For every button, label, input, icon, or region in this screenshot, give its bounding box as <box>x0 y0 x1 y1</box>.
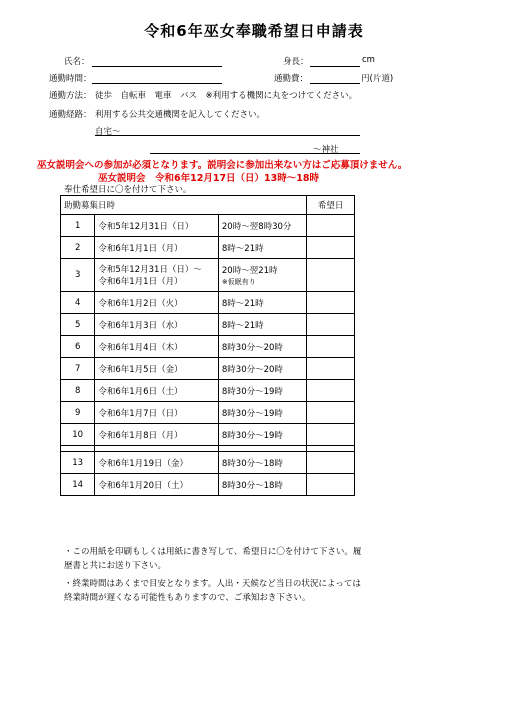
height-unit: cm <box>362 55 375 65</box>
row-no: 3 <box>61 259 95 292</box>
pick-cell[interactable] <box>307 259 355 292</box>
pick-cell[interactable] <box>307 292 355 314</box>
note-print: ・この用紙を印刷もしくは用紙に書き写して、希望日に〇を付けて下さい。履歴書と共にお送り下さい。 <box>64 547 362 571</box>
route-instruction: 利用する公共交通機関を記入してください。 <box>95 110 266 120</box>
header-pick: 希望日 <box>307 196 355 215</box>
method-label: 通勤方法： <box>49 91 92 101</box>
pick-cell[interactable] <box>307 336 355 358</box>
row-time: 8時30分～18時 <box>218 452 306 474</box>
row-no: 10 <box>61 424 95 446</box>
row-date: 令和6年1月6日（土） <box>95 380 219 402</box>
table-row <box>61 314 355 336</box>
pick-cell[interactable] <box>307 237 355 259</box>
pick-cell[interactable] <box>307 314 355 336</box>
row-date: 令和6年1月2日（火） <box>95 292 219 314</box>
row-date: 令和6年1月19日（金） <box>95 452 219 474</box>
table-row <box>61 358 355 380</box>
row-time: 8時30分～19時 <box>218 424 306 446</box>
row-time: 8時30分～20時 <box>218 358 306 380</box>
row-no: 7 <box>61 358 95 380</box>
row-time: 8時30分～19時 <box>218 380 306 402</box>
row-time: 8時30分～19時 <box>218 402 306 424</box>
commute-cost-label: 通勤費： <box>274 74 309 84</box>
table-row <box>61 380 355 402</box>
table-row <box>61 424 355 446</box>
pick-cell[interactable] <box>307 215 355 237</box>
row-date: 令和6年1月20日（土） <box>95 474 219 496</box>
page-title: 令和6年巫女奉職希望日申請表 <box>144 22 364 40</box>
row-date: 令和5年12月31日（日） <box>95 215 219 237</box>
pick-cell[interactable] <box>307 452 355 474</box>
row-time: 8時30分～18時 <box>218 474 306 496</box>
table-row <box>61 215 355 237</box>
pick-cell[interactable] <box>307 402 355 424</box>
table-row <box>61 259 355 292</box>
row-no: 1 <box>61 215 95 237</box>
table-row <box>61 474 355 496</box>
name-field[interactable] <box>92 66 222 67</box>
row-no: 2 <box>61 237 95 259</box>
row-time: 20時～翌21時 <box>221 265 278 276</box>
pick-cell[interactable] <box>307 474 355 496</box>
table-row <box>61 336 355 358</box>
row-time: 8時～21時 <box>218 314 306 336</box>
name-label: 氏名： <box>64 57 90 67</box>
home-label: 自宅～ <box>95 127 121 137</box>
row-time-note: ※仮眠有り <box>221 277 256 286</box>
route-field-2[interactable] <box>150 153 360 154</box>
commute-time-field[interactable] <box>92 83 222 84</box>
commute-cost-field[interactable] <box>310 83 360 84</box>
commute-cost-unit: 円(片道) <box>361 74 394 84</box>
table-row <box>61 237 355 259</box>
pick-cell[interactable] <box>307 380 355 402</box>
table-row <box>61 452 355 474</box>
row-no: 8 <box>61 380 95 402</box>
schedule-table <box>60 195 355 496</box>
pick-cell[interactable] <box>307 424 355 446</box>
notice-session: 巫女説明会 令和6年12月17日（日）13時～18時 <box>98 173 319 184</box>
row-date-range <box>95 259 219 292</box>
height-label: 身長： <box>283 57 309 67</box>
table-row <box>61 292 355 314</box>
row-date: 令和6年1月7日（日） <box>95 402 219 424</box>
row-date: 令和5年12月31日（日）～ <box>98 265 202 275</box>
row-time: 8時～21時 <box>218 237 306 259</box>
row-date: 令和6年1月4日（木） <box>95 336 219 358</box>
row-time-cell <box>218 259 306 292</box>
row-no: 4 <box>61 292 95 314</box>
row-date: 令和6年1月8日（月） <box>95 424 219 446</box>
header-dates: 助勤募集日時 <box>61 196 307 215</box>
notice-required: 巫女説明会への参加が必須となります。説明会に参加出来ない方はご応募頂けません。 <box>37 160 408 171</box>
row-date: 令和6年1月3日（水） <box>95 314 219 336</box>
note-end-time: ・終業時間はあくまで目安となります。人出・天候など当日の状況によっては終業時間が遅くなる可能性もありますので、ご承知おき下さい。 <box>64 579 361 603</box>
row-date-end: 令和6年1月1日（月） <box>98 277 183 287</box>
instruction: 奉仕希望日に〇を付けて下さい。 <box>64 185 192 195</box>
commute-time-label: 通勤時間： <box>49 74 92 84</box>
shrine-label: ～神社 <box>313 145 339 155</box>
row-date: 令和6年1月5日（金） <box>95 358 219 380</box>
row-no: 9 <box>61 402 95 424</box>
table-row <box>61 402 355 424</box>
row-time: 8時30分～20時 <box>218 336 306 358</box>
row-no: 13 <box>61 452 95 474</box>
pick-cell[interactable] <box>307 358 355 380</box>
row-time: 8時～21時 <box>218 292 306 314</box>
height-field[interactable] <box>310 66 360 67</box>
row-no: 14 <box>61 474 95 496</box>
route-field[interactable] <box>95 135 360 136</box>
row-time: 20時～翌8時30分 <box>218 215 306 237</box>
row-no: 6 <box>61 336 95 358</box>
method-options[interactable]: 徒歩 自転車 電車 バス ※利用する機関に丸をつけてください。 <box>95 91 358 101</box>
route-label: 通勤経路： <box>49 110 92 120</box>
row-no: 5 <box>61 314 95 336</box>
row-date: 令和6年1月1日（月） <box>95 237 219 259</box>
